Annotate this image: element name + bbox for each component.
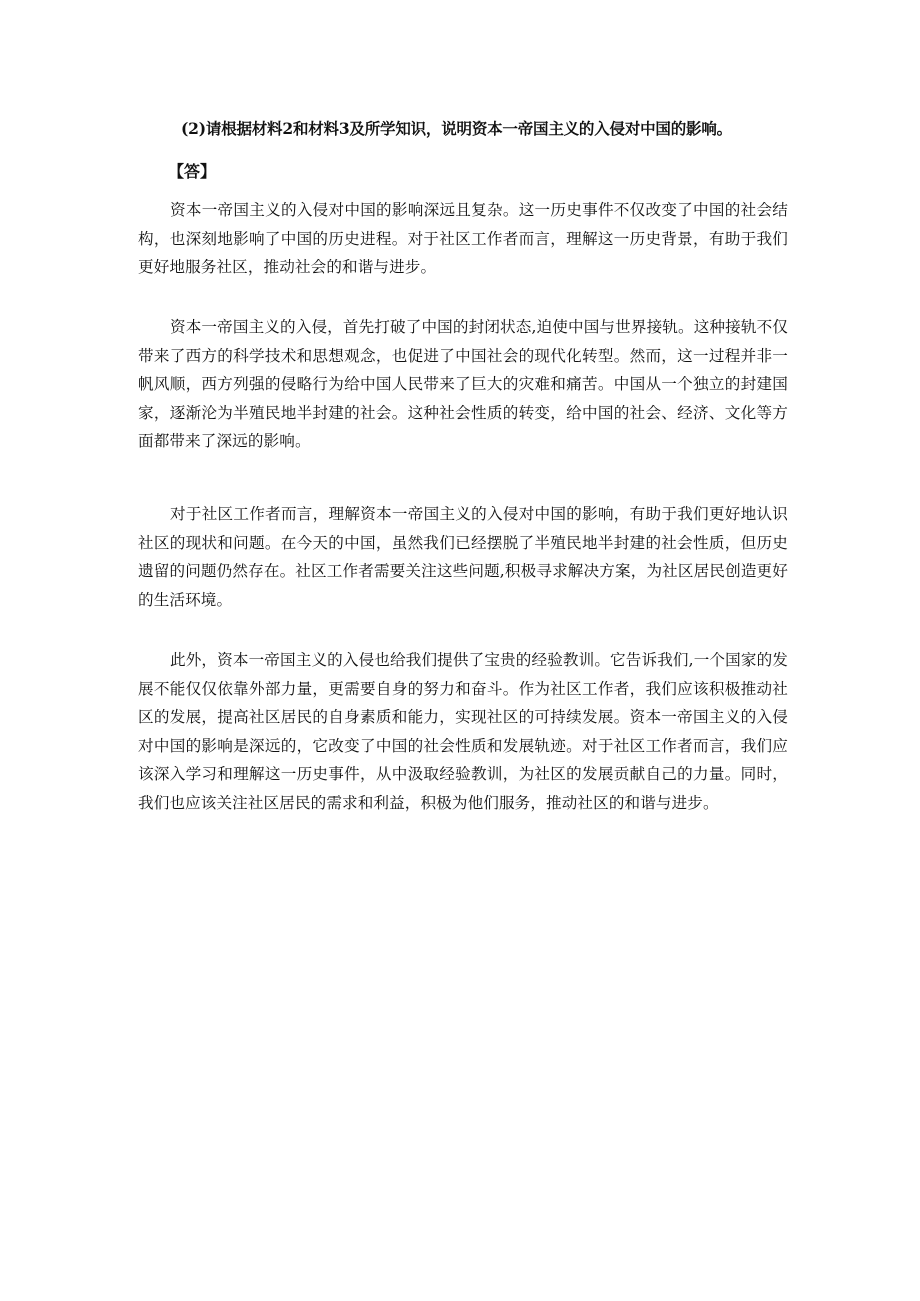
answer-paragraph-2: 资本一帝国主义的入侵，首先打破了中国的封闭状态,迫使中国与世界接轨。这种接轨不仅带来了西方的科学技术和思想观念，也促进了中国社会的现代化转型。然而，这一过程并非一帆风顺，西方列强的侵略行为给中国人民带来了巨大的灾难和痛苦。中国从一个独立的封建国家，逐渐沦为半殖民地半封建的社会。这种社会性质的转变，给中国的社会、经济、文化等方面都带来了深远的影响。 — [138, 318, 788, 450]
question-heading: (2)请根据材料2和材料3及所学知识，说明资本一帝国主义的入侵对中国的影响。 — [181, 119, 732, 138]
answer-label: 【答】 — [168, 162, 217, 181]
answer-paragraph-3: 对于社区工作者而言，理解资本一帝国主义的入侵对中国的影响，有助于我们更好地认识社区的现状和问题。在今天的中国，虽然我们已经摆脱了半殖民地半封建的社会性质，但历史遗留的问题仍然存在。社区工作者需要关注这些问题,积极寻求解决方案，为社区居民创造更好的生活环境。 — [138, 505, 788, 609]
answer-paragraph-4: 此外，资本一帝国主义的入侵也给我们提供了宝贵的经验教训。它告诉我们,一个国家的发展不能仅仅依靠外部力量，更需要自身的努力和奋斗。作为社区工作者，我们应该积极推动社区的发展，提高社区居民的自身素质和能力，实现社区的可持续发展。资本一帝国主义的入侵对中国的影响是深远的，它改变了中国的社会性质和发展轨迹。对于社区工作者而言，我们应该深入学习和理解这一历史事件，从中汲取经验教训，为社区的发展贡献自己的力量。同时，我们也应该关注社区居民的需求和利益，积极为他们服务，推动社区的和谐与进步。 — [138, 651, 788, 812]
answer-paragraph-1: 资本一帝国主义的入侵对中国的影响深远且复杂。这一历史事件不仅改变了中国的社会结构，也深刻地影响了中国的历史进程。对于社区工作者而言，理解这一历史背景，有助于我们更好地服务社区，推动社会的和谐与进步。 — [138, 201, 788, 276]
